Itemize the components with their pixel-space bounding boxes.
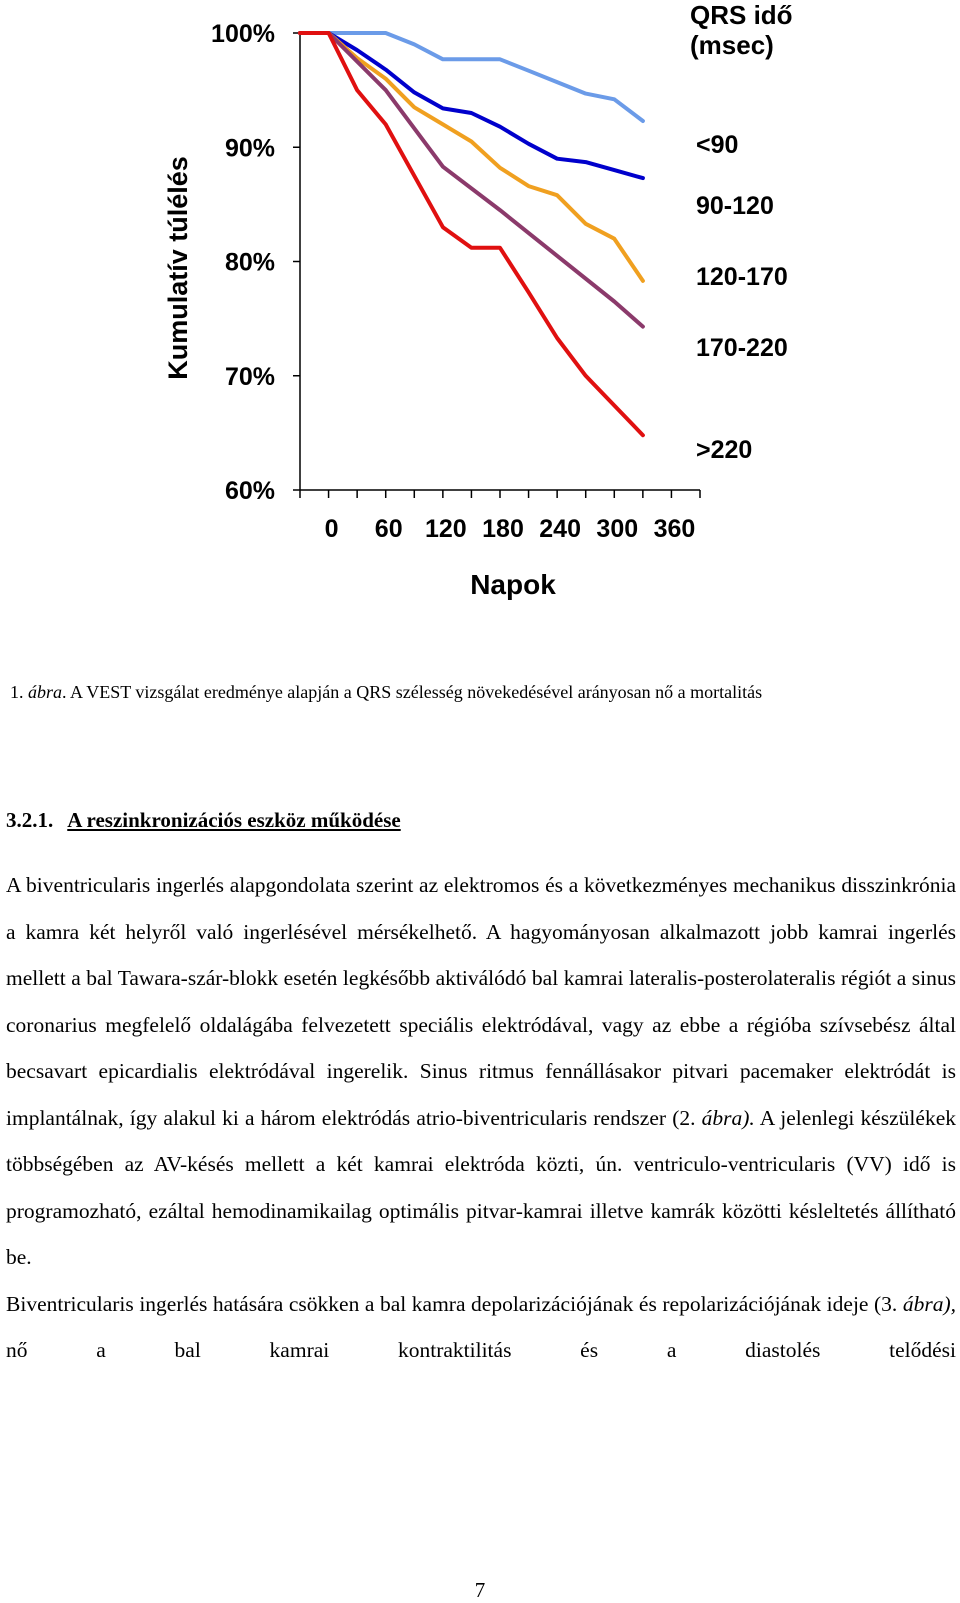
y-axis-title: Kumulatív túlélés (163, 156, 193, 380)
section-number: 3.2.1. (6, 808, 54, 832)
y-ticks (211, 20, 300, 505)
section-title: A reszinkronizációs eszköz működése (67, 808, 401, 832)
paragraph-1-figure-ref: ábra). (701, 1105, 755, 1130)
paragraph-1-text-a: A biventricularis ingerlés alapgondolata szerint az elektromos és a következményes mechanikus disszinkrónia a kamra két helyről való ingerlésével mérsékelhető. A hagyományosan alkalmazott jobb kamrai ingerlés mellett a bal Tawara-szár-blokk esetén legkésőbb aktiválódó bal kamrai lateralis-posterolateralis régiót a sinus coronarius megfelelő oldalágába felvezetett speciális elektródával, vagy az ebbe a régióba szívsebész által becsavart epicardialis elektródával ingerelik. Sinus ritmus fennállásakor pitvari pacemaker elektródát is implantálnak, így alakul ki a három elektródás atrio-biventricularis rendszer (2. (6, 873, 956, 1130)
paragraph-1 (6, 862, 956, 1281)
legend-entry-1: <90 (696, 131, 739, 159)
x-tick-label: 60 (374, 515, 403, 543)
series-lines (300, 33, 643, 435)
x-tick-label: 360 (653, 515, 696, 543)
x-ticks (300, 490, 700, 543)
y-tick-label: 90% (224, 134, 275, 163)
paragraph-2-figure-ref: ábra), (902, 1291, 956, 1316)
legend-entry-3: 120-170 (696, 263, 788, 291)
caption-number: 1. (10, 682, 24, 702)
x-axis-title: Napok (470, 569, 556, 600)
legend-entry-4: 170-220 (696, 334, 788, 362)
page-number: 7 (474, 1578, 486, 1602)
y-tick-label: 80% (224, 248, 275, 277)
legend-title-line-1: QRS idő (690, 0, 793, 30)
y-tick-label: 60% (224, 477, 275, 505)
series-line-3 (300, 33, 643, 281)
y-tick-label: 100% (211, 20, 275, 48)
x-tick-label: 120 (424, 515, 467, 543)
legend (696, 131, 788, 464)
caption-text: . A VEST vizsgálat eredménye alapján a QRS szélesség növekedésével arányosan nő a mortalitás (62, 682, 763, 702)
x-tick-label: 0 (324, 515, 339, 543)
paragraph-2-text-b: nő a bal kamrai kontraktilitás és a diastolés telődési (6, 1338, 956, 1362)
x-tick-label: 300 (596, 515, 639, 543)
paragraph-2-text-a: Biventricularis ingerlés hatására csökken a bal kamra depolarizációjának és repolarizációjának ideje (3. (6, 1291, 903, 1316)
x-tick-label: 240 (539, 515, 582, 543)
figure-caption (10, 682, 950, 703)
paragraph-1-text-b: A jelenlegi készülékek többségében az AV-késés mellett a két kamrai elektróda közti, ún. ventriculo-ventricularis (VV) idő is programozható, ezáltal hemodinamikailag optimális pitvar-kamrai illetve kamrák közötti késleltetés állítható be. (6, 1105, 956, 1269)
body-text (6, 862, 956, 1374)
section-heading (6, 808, 401, 833)
x-tick-label: 180 (482, 515, 524, 543)
survival-chart (0, 0, 960, 610)
legend-title-line-2: (msec) (690, 30, 774, 60)
caption-word: ábra (28, 682, 63, 702)
chart-svg (0, 0, 960, 610)
y-tick-label: 70% (224, 362, 275, 391)
legend-entry-2: 90-120 (696, 192, 774, 220)
legend-entry-5: >220 (696, 436, 753, 464)
paragraph-2 (6, 1281, 956, 1374)
